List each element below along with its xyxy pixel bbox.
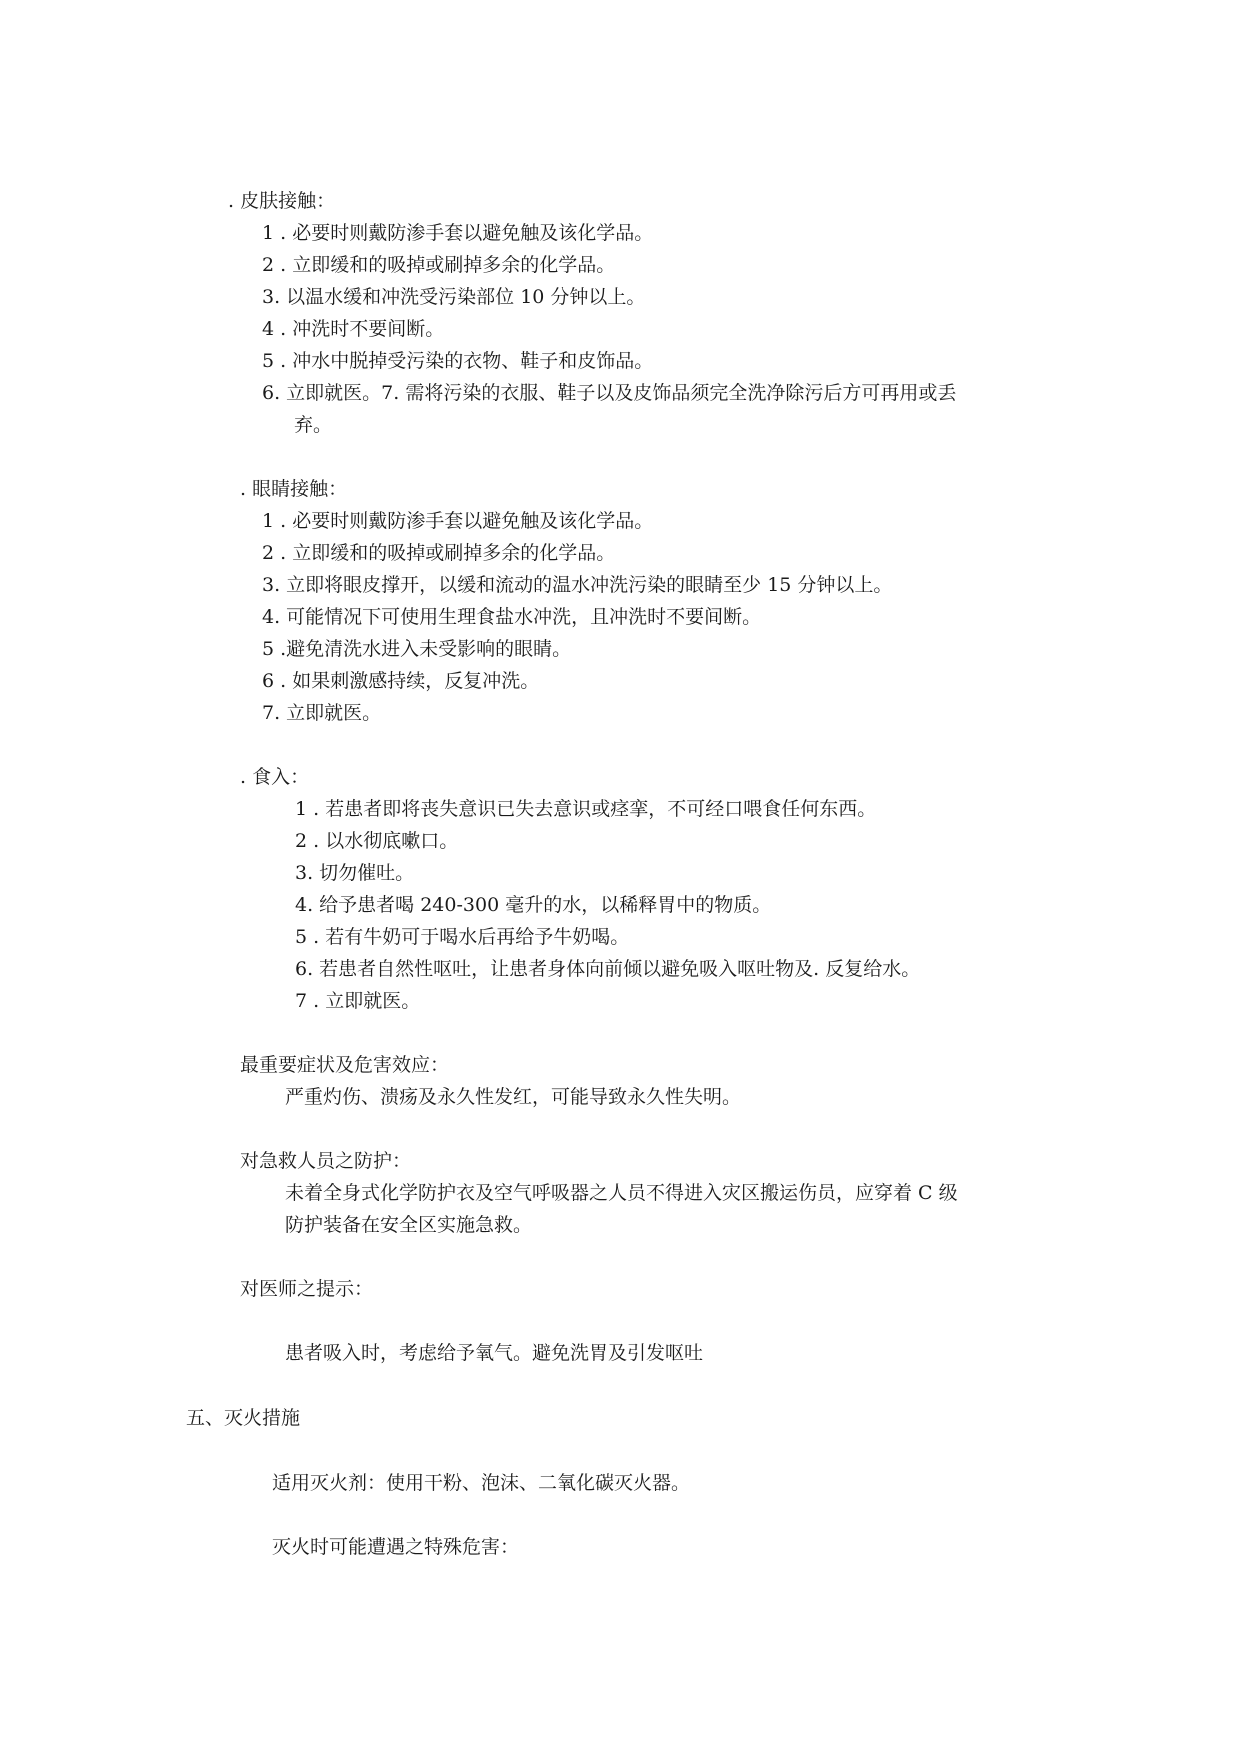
extinguishing-agent-text: 适用灭火剂：使用干粉、泡沫、二氧化碳灭火器。 bbox=[272, 1472, 691, 1494]
ingestion-item-4: 4. 给予患者喝 240-300 毫升的水，以稀释胃中的物质。 bbox=[295, 894, 772, 916]
skin-item-6-continued: 弃。 bbox=[294, 414, 333, 436]
ingestion-item-3: 3. 切勿催吐。 bbox=[295, 862, 415, 884]
eye-item-6: 6 . 如果刺激感持续，反复冲洗。 bbox=[262, 670, 540, 692]
symptoms-text: 严重灼伤、溃疡及永久性发红，可能导致永久性失明。 bbox=[285, 1086, 742, 1108]
ingestion-item-6: 6. 若患者自然性呕吐，让患者身体向前倾以避免吸入呕吐物及. 反复给水。 bbox=[295, 958, 921, 980]
eye-item-1: 1 . 必要时则戴防渗手套以避免触及该化学品。 bbox=[262, 510, 654, 532]
ingestion-item-5: 5 . 若有牛奶可于喝水后再给予牛奶喝。 bbox=[295, 926, 630, 948]
ingestion-heading: . 食入： bbox=[240, 766, 310, 788]
eye-item-7: 7. 立即就医。 bbox=[262, 702, 382, 724]
skin-item-5: 5 . 冲水中脱掉受污染的衣物、鞋子和皮饰品。 bbox=[262, 350, 654, 372]
eye-item-2: 2 . 立即缓和的吸掉或刷掉多余的化学品。 bbox=[262, 542, 616, 564]
responder-line-1: 未着全身式化学防护衣及空气呼吸器之人员不得进入灾区搬运伤员，应穿着 C 级 bbox=[285, 1182, 958, 1204]
skin-contact-heading: . 皮肤接触： bbox=[228, 190, 336, 212]
section-5-heading: 五、灭火措施 bbox=[186, 1407, 301, 1429]
responder-line-2: 防护装备在安全区实施急救。 bbox=[285, 1214, 533, 1236]
skin-item-2: 2 . 立即缓和的吸掉或刷掉多余的化学品。 bbox=[262, 254, 616, 276]
ingestion-item-1: 1 . 若患者即将丧失意识已失去意识或痉挛，不可经口喂食任何东西。 bbox=[295, 798, 877, 820]
eye-item-4: 4. 可能情况下可使用生理食盐水冲洗，且冲洗时不要间断。 bbox=[262, 606, 762, 628]
eye-item-5: 5 .避免清洗水进入未受影响的眼睛。 bbox=[262, 638, 572, 660]
eye-item-3: 3. 立即将眼皮撑开，以缓和流动的温水冲洗污染的眼睛至少 15 分钟以上。 bbox=[262, 574, 893, 596]
special-hazards-heading: 灭火时可能遭遇之特殊危害： bbox=[272, 1536, 520, 1558]
physician-text: 患者吸入时，考虑给予氧气。避免洗胃及引发呕吐 bbox=[285, 1342, 704, 1364]
ingestion-item-7: 7 . 立即就医。 bbox=[295, 990, 421, 1012]
physician-heading: 对医师之提示： bbox=[240, 1278, 374, 1300]
skin-item-6: 6. 立即就医。7. 需将污染的衣服、鞋子以及皮饰品须完全洗净除污后方可再用或丢 bbox=[262, 382, 957, 404]
skin-item-4: 4 . 冲洗时不要间断。 bbox=[262, 318, 445, 340]
responder-heading: 对急救人员之防护： bbox=[240, 1150, 412, 1172]
skin-item-1: 1 . 必要时则戴防渗手套以避免触及该化学品。 bbox=[262, 222, 654, 244]
symptoms-heading: 最重要症状及危害效应： bbox=[240, 1054, 450, 1076]
skin-item-3: 3. 以温水缓和冲洗受污染部位 10 分钟以上。 bbox=[262, 286, 646, 308]
eye-contact-heading: . 眼睛接触： bbox=[240, 478, 348, 500]
ingestion-item-2: 2 . 以水彻底嗽口。 bbox=[295, 830, 459, 852]
